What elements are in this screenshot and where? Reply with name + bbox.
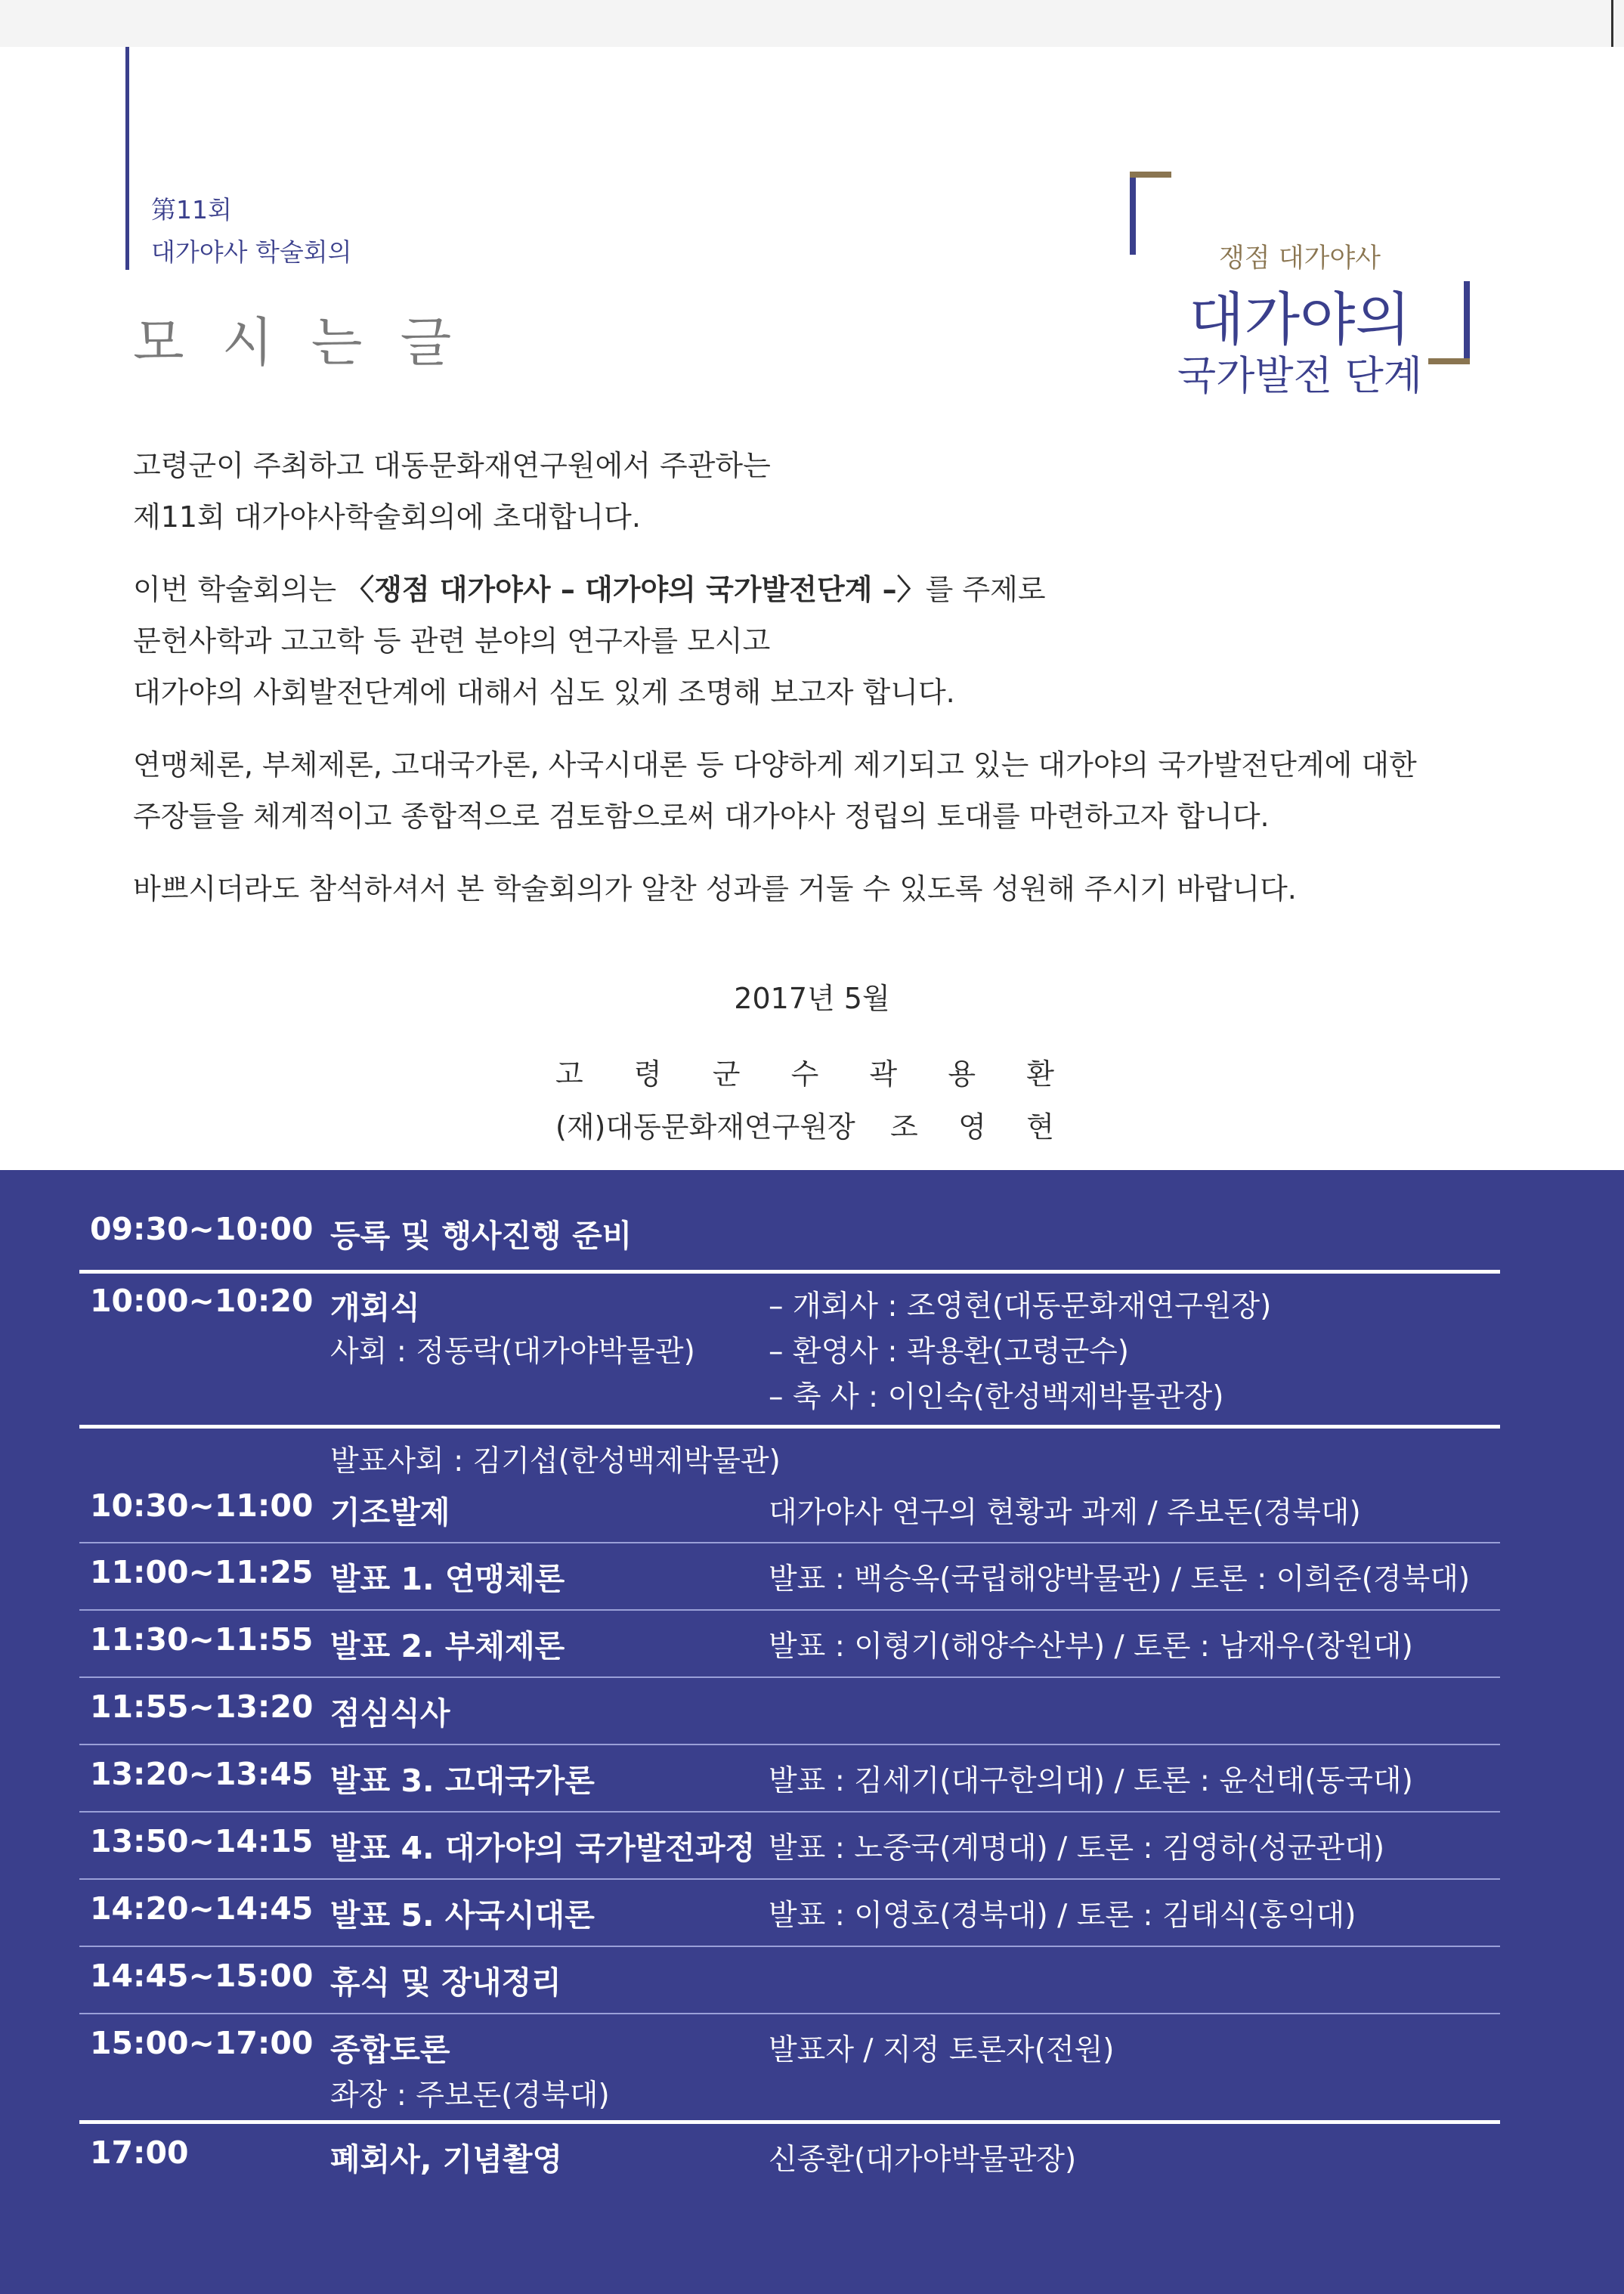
schedule-row (79, 1678, 1500, 1744)
row-time: 10:00~10:20 (90, 1283, 314, 1319)
row-detail: 대가야사 연구의 현황과 과제 / 주보돈(경북대) (769, 1496, 1361, 1530)
row-detail: 발표 : 백승옥(국립해양박물관) / 토론 : 이희준(경북대) (769, 1562, 1471, 1596)
row-time: 13:20~13:45 (90, 1756, 314, 1792)
left-accent-rule (125, 47, 129, 270)
row-time: 11:00~11:25 (90, 1554, 314, 1590)
schedule-row (79, 1947, 1500, 2013)
row-title: 발표 1. 연맹체론 (330, 1561, 565, 1597)
row-detail: 발표자 / 지정 토론자(전원) (769, 2033, 1115, 2067)
row-detail: 발표 : 김세기(대구한의대) / 토론 : 윤선태(동국대) (769, 1764, 1413, 1798)
schedule-row (79, 1611, 1500, 1676)
invitation-body (133, 440, 1493, 915)
theme-title: 대가야의 (1189, 286, 1411, 353)
row-time: 09:30~10:00 (90, 1211, 314, 1247)
sig-char: 고 (555, 1057, 583, 1091)
p2-post: 를 주제로 (925, 573, 1046, 606)
theme-title-second-line: 국가발전 단계 (1177, 353, 1423, 399)
signature-institute-title: (재)대동문화재연구원장 (555, 1110, 855, 1144)
row-time: 11:55~13:20 (90, 1689, 314, 1725)
row-title: 발표 4. 대가야의 국가발전과정 (330, 1830, 756, 1866)
row-time: 10:30~11:00 (90, 1488, 314, 1524)
greeting-title: 모 시 는 글 (133, 311, 462, 373)
row-detail: 발표 : 노중국(계명대) / 토론 : 김영하(성균관대) (769, 1831, 1385, 1865)
signature-governor (555, 1051, 1054, 1092)
paragraph-2-line-3: 대가야의 사회발전단계에 대해서 심도 있게 조명해 보고자 합니다. (133, 676, 955, 709)
sig-char: 영 (958, 1110, 986, 1144)
schedule-row (79, 1274, 1500, 1425)
row-detail: 신종환(대가야박물관장) (769, 2143, 1077, 2177)
row-time: 14:20~14:45 (90, 1890, 314, 1927)
paragraph-3-line-2: 주장들을 체계적이고 종합적으로 검토함으로써 대가야사 정립의 토대를 마련하고자 합니다. (133, 800, 1270, 833)
row-detail: – 환영사 : 곽용환(고령군수) (769, 1335, 1130, 1369)
row-title: 종합토론 (330, 2032, 450, 2068)
series-number: 第11회 (151, 195, 232, 224)
invitation-date: 2017년 5월 (734, 982, 890, 1015)
row-subtext: 사회 : 정동락(대가야박물관) (330, 1335, 695, 1369)
row-title: 폐회사, 기념촬영 (330, 2141, 563, 2178)
sig-char: 조 (890, 1110, 918, 1144)
row-time: 15:00~17:00 (90, 2025, 314, 2061)
schedule-row (79, 1880, 1500, 1946)
row-detail: 발표 : 이형기(해양수산부) / 토론 : 남재우(창원대) (769, 1630, 1413, 1664)
sig-char: 용 (948, 1057, 976, 1091)
paragraph-1-line-2: 제11회 대가야사학술회의에 초대합니다. (133, 500, 641, 534)
row-title: 개회식 (330, 1289, 420, 1326)
paragraph-2-line-1 (133, 564, 1493, 615)
row-title: 발표 2. 부체제론 (330, 1628, 565, 1664)
schedule-row (79, 1200, 1500, 1270)
row-subtext: 좌장 : 주보돈(경북대) (330, 2079, 610, 2113)
sig-char: 수 (790, 1057, 819, 1091)
row-time: 11:30~11:55 (90, 1621, 314, 1658)
paragraph-2-line-2: 문헌사학과 고고학 등 관련 분야의 연구자를 모시고 (133, 624, 771, 658)
sig-char: 군 (712, 1057, 741, 1091)
schedule-row (79, 1745, 1500, 1811)
signature-director-name (890, 1104, 1054, 1145)
paragraph-3-line-1: 연맹체론, 부체제론, 고대국가론, 사국시대론 등 다양하게 제기되고 있는 대가야의 국가발전단계에 대한 (133, 748, 1417, 782)
row-title: 휴식 및 장내정리 (330, 1964, 561, 2001)
paragraph-1-line-1: 고령군이 주최하고 대동문화재연구원에서 주관하는 (133, 449, 771, 482)
row-time: 13:50~14:15 (90, 1823, 314, 1859)
schedule-table (79, 1200, 1500, 2192)
row-title: 기조발제 (330, 1494, 450, 1531)
row-title: 발표 5. 사국시대론 (330, 1897, 595, 1933)
row-title: 점심식사 (330, 1695, 450, 1732)
row-time: 17:00 (90, 2135, 189, 2171)
row-presider: 발표사회 : 김기섭(한성백제박물관) (330, 1444, 781, 1478)
invitation-page (0, 47, 1624, 1170)
previous-page-edge (0, 0, 1624, 48)
row-title: 등록 및 행사진행 준비 (330, 1218, 633, 1254)
page-fold-line (1611, 0, 1613, 47)
row-detail: – 개회사 : 조영현(대동문화재연구원장) (769, 1289, 1272, 1323)
schedule-row (79, 1543, 1500, 1609)
schedule-row (79, 2124, 1500, 2192)
series-name: 대가야사 학술회의 (151, 237, 352, 267)
row-title: 발표 3. 고대국가론 (330, 1763, 595, 1799)
theme-title-block (1130, 172, 1470, 399)
row-detail: 발표 : 이영호(경북대) / 토론 : 김태식(홍익대) (769, 1899, 1356, 1933)
sig-char: 현 (1026, 1110, 1054, 1144)
row-detail: – 축 사 : 이인숙(한성백제박물관장) (769, 1380, 1224, 1414)
row-time: 14:45~15:00 (90, 1958, 314, 1994)
theme-subtitle: 쟁점 대가야사 (1219, 243, 1381, 274)
bracket-top-left-cap (1130, 172, 1171, 178)
sig-char: 령 (633, 1057, 662, 1091)
p2-pre: 이번 학술회의는 (133, 573, 346, 606)
conference-theme-bold: 〈쟁점 대가야사 – 대가야의 국가발전단계 –〉 (345, 573, 926, 606)
schedule-row (79, 2014, 1500, 2120)
schedule-row (79, 1813, 1500, 1878)
sig-char: 환 (1026, 1057, 1054, 1091)
paragraph-4-line-1: 바쁘시더라도 참석하셔서 본 학술회의가 알찬 성과를 거둘 수 있도록 성원해 주시기 바랍니다. (133, 872, 1297, 906)
event-series-label (151, 189, 352, 274)
program-panel (0, 1170, 1624, 2294)
sig-char: 곽 (869, 1057, 898, 1091)
schedule-row (79, 1429, 1500, 1542)
